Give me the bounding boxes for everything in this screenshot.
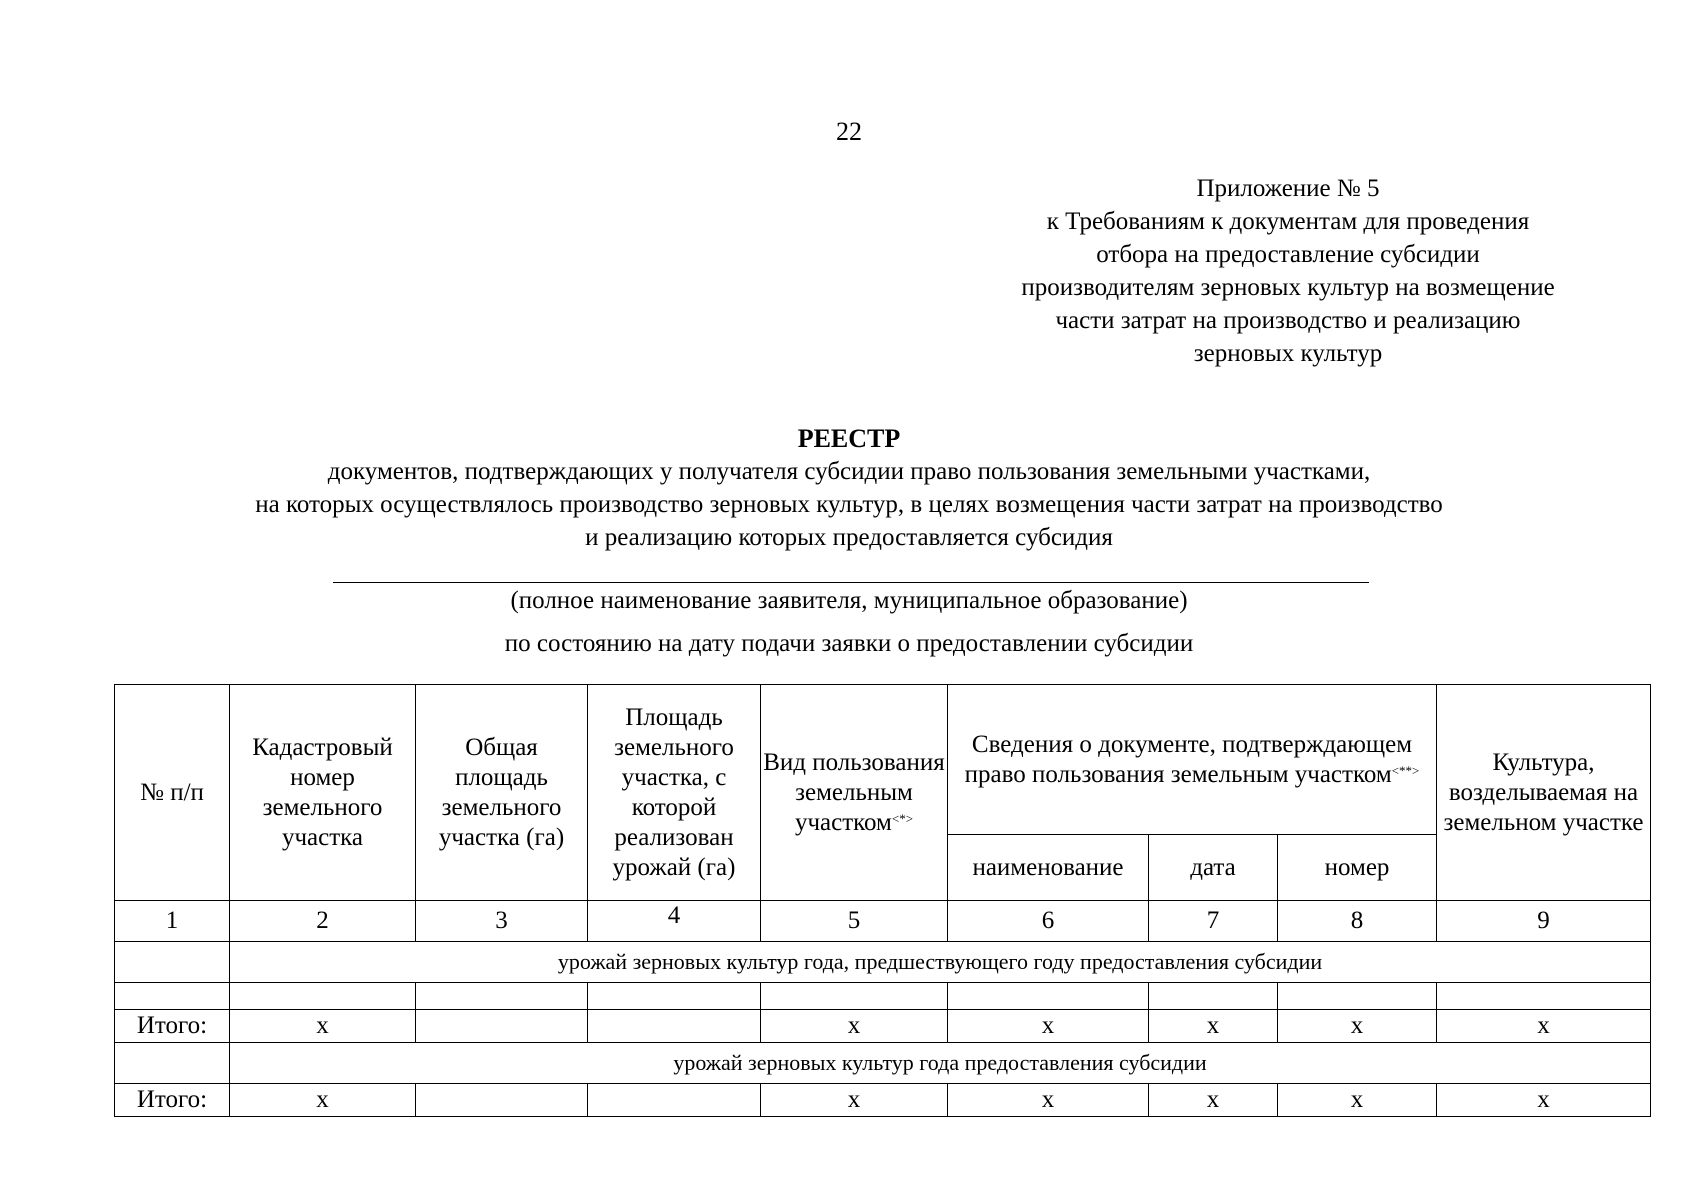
title-heading: РЕЕСТР (797, 424, 901, 453)
column-number-row (115, 901, 1651, 942)
appendix-note (958, 172, 1618, 370)
total-cell: х (1149, 1084, 1278, 1117)
table-cell (230, 983, 416, 1010)
header-document-number: номер (1278, 835, 1437, 901)
section-spacer-cell (115, 942, 230, 983)
total-cell: х (761, 1084, 948, 1117)
total-cell: х (1278, 1084, 1437, 1117)
table-cell (115, 983, 230, 1010)
total-cell: х (948, 1010, 1149, 1043)
column-number: 2 (230, 901, 416, 942)
header-use-type-label: Вид пользования земельным участком (763, 748, 945, 836)
total-cell: х (1437, 1010, 1651, 1043)
appendix-line: производителям зерновых культур на возмещение (1021, 274, 1555, 301)
total-cell: х (761, 1010, 948, 1043)
section-row-previous-year (115, 942, 1651, 983)
total-cell: х (230, 1010, 416, 1043)
header-document-info-label: Сведения о документе, подтверждающем право пользования земельным участком (964, 730, 1413, 788)
registry-table (114, 684, 1651, 1117)
table-cell (1149, 983, 1278, 1010)
document-title (0, 422, 1698, 554)
appendix-line: части затрат на производство и реализацию (1055, 307, 1521, 334)
column-number: 3 (416, 901, 588, 942)
header-document-name: наименование (948, 835, 1149, 901)
title-line: документов, подтверждающих у получателя субсидии право пользования земельными участками, (327, 458, 1371, 485)
applicant-name-blank-line (333, 582, 1369, 583)
column-number: 4 (588, 901, 761, 942)
column-number: 8 (1278, 901, 1437, 942)
header-document-info (948, 685, 1437, 835)
title-line: на которых осуществлялось производство зерновых культур, в целях возмещения части затрат на производство (255, 491, 1443, 518)
section-row-current-year (115, 1043, 1651, 1084)
section-spacer-cell (115, 1043, 230, 1084)
table-cell (948, 983, 1149, 1010)
table-cell (416, 983, 588, 1010)
total-cell: х (1149, 1010, 1278, 1043)
table-header-row (115, 685, 1651, 835)
table-row (115, 983, 1651, 1010)
footnote-marker: <**> (1391, 762, 1420, 778)
header-row-number: № п/п (115, 685, 230, 901)
total-label: Итого: (115, 1010, 230, 1043)
footnote-marker: <*> (891, 810, 914, 826)
header-crop: Культура, возделываемая на земельном участке (1437, 685, 1651, 901)
header-document-date: дата (1149, 835, 1278, 901)
appendix-line: к Требованиям к документам для проведения (1046, 208, 1530, 235)
total-cell (588, 1084, 761, 1117)
title-line: и реализацию которых предоставляется субсидия (585, 524, 1113, 551)
total-cell: х (1278, 1010, 1437, 1043)
total-label: Итого: (115, 1084, 230, 1117)
header-cadastral-number: Кадастровый номер земельного участка (230, 685, 416, 901)
total-cell: х (230, 1084, 416, 1117)
appendix-line: Приложение № 5 (1196, 175, 1380, 202)
total-row-previous-year (115, 1010, 1651, 1043)
table-cell (1437, 983, 1651, 1010)
table-cell (588, 983, 761, 1010)
column-number: 9 (1437, 901, 1651, 942)
applicant-caption: (полное наименование заявителя, муниципальное образование) (510, 587, 1188, 614)
header-total-area: Общая площадь земельного участка (га) (416, 685, 588, 901)
column-number: 6 (948, 901, 1149, 942)
total-cell (416, 1010, 588, 1043)
table-cell (1278, 983, 1437, 1010)
column-number: 1 (115, 901, 230, 942)
section-label-current-year: урожай зерновых культур года предоставления субсидии (230, 1043, 1651, 1084)
appendix-line: отбора на предоставление субсидии (1096, 241, 1480, 268)
appendix-line: зерновых культур (1193, 340, 1383, 367)
column-number: 5 (761, 901, 948, 942)
total-cell (416, 1084, 588, 1117)
total-cell: х (1437, 1084, 1651, 1117)
as-of-date-note: по состоянию на дату подачи заявки о предоставлении субсидии (504, 630, 1194, 657)
total-cell: х (948, 1084, 1149, 1117)
total-row-current-year (115, 1084, 1651, 1117)
section-label-previous-year: урожай зерновых культур года, предшествующего году предоставления субсидии (230, 942, 1651, 983)
header-harvest-area: Площадь земельного участка, с которой реализован урожай (га) (588, 685, 761, 901)
page-number: 22 (836, 117, 862, 146)
table-cell (761, 983, 948, 1010)
column-number: 7 (1149, 901, 1278, 942)
header-use-type (761, 685, 948, 901)
total-cell (588, 1010, 761, 1043)
